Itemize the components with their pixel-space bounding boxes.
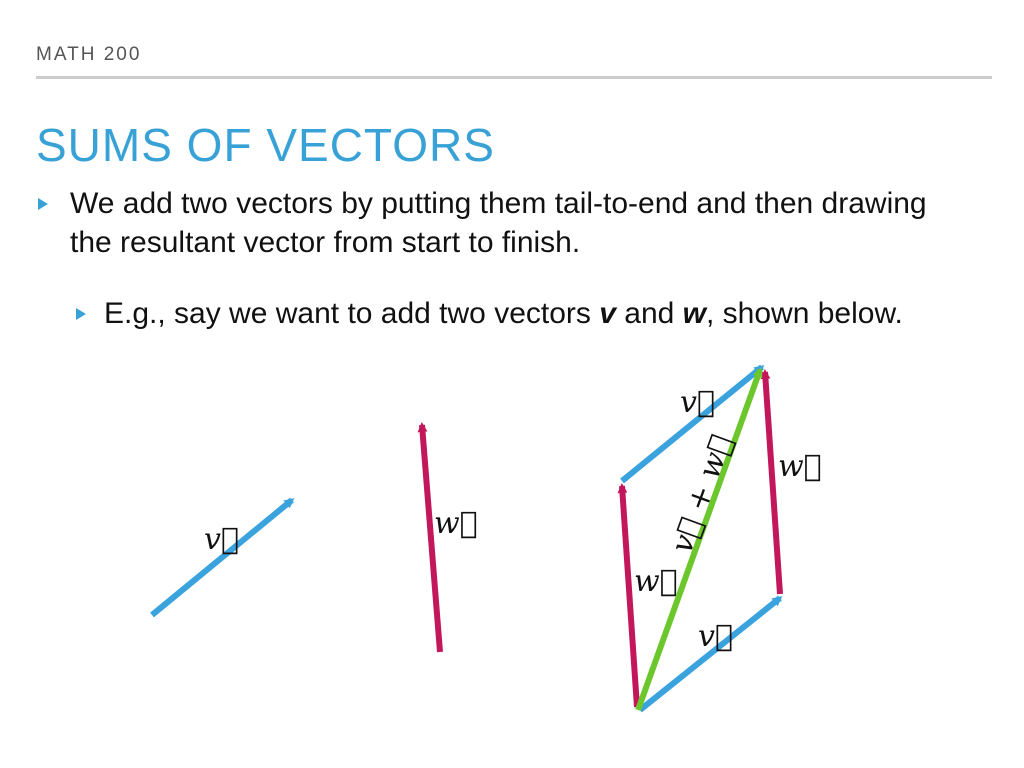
- slide-title: SUMS OF VECTORS: [36, 119, 495, 171]
- label-w-right: w⃗: [778, 449, 822, 484]
- vector-w-name: w: [682, 297, 706, 330]
- bullet-2-mid: and: [615, 297, 683, 330]
- label-w-standalone: w⃗: [434, 506, 478, 541]
- label-sum: v⃗ + w⃗: [664, 430, 740, 558]
- label-v-standalone: v⃗: [204, 522, 239, 557]
- bullet-1: We add two vectors by putting them tail-to-end and then drawing the resultant vector from start to finish.: [70, 187, 927, 259]
- course-label: MATH 200: [36, 44, 142, 65]
- label-v-top: v⃗: [680, 385, 715, 420]
- vector-v-name: v: [599, 297, 616, 330]
- bullet-2-pre: E.g., say we want to add two vectors: [104, 297, 600, 330]
- label-w-left: w⃗: [634, 564, 678, 599]
- label-v-bottom: v⃗: [698, 619, 733, 654]
- vector-v-standalone: [152, 500, 292, 615]
- bullet-2-post: , shown below.: [706, 297, 903, 330]
